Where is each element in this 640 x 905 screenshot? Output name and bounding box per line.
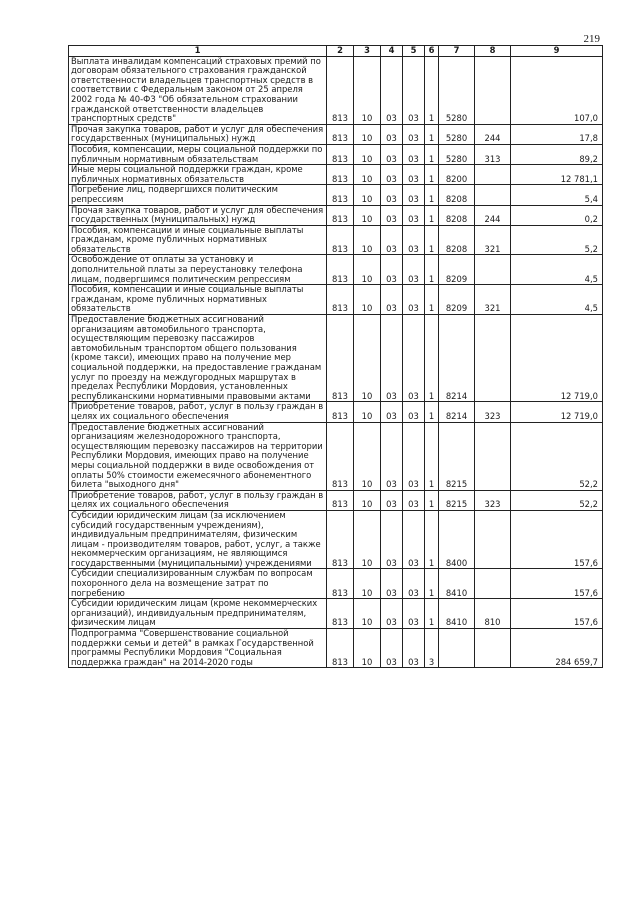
section-code-cell: 10 <box>354 402 381 422</box>
ministry-code-cell: 813 <box>327 422 354 490</box>
item-name-cell: Пособия, компенсации и иные социальные выплаты гражданам, кроме публичных нормативных обязательств <box>69 285 327 315</box>
subsection-code-cell: 03 <box>381 569 403 599</box>
program-code-cell: 03 <box>403 185 425 205</box>
column-header: 4 <box>381 46 403 57</box>
subprogram-code-cell: 1 <box>425 185 439 205</box>
program-code-cell: 03 <box>403 205 425 225</box>
section-code-cell: 10 <box>354 510 381 569</box>
table-row <box>69 185 603 205</box>
subsection-code-cell: 03 <box>381 225 403 255</box>
amount-cell: 89,2 <box>511 144 603 164</box>
table-row <box>69 225 603 255</box>
subsection-code-cell: 03 <box>381 510 403 569</box>
program-code-cell: 03 <box>403 629 425 668</box>
subprogram-code-cell: 1 <box>425 255 439 285</box>
amount-cell: 12 781,1 <box>511 165 603 185</box>
target-article-code-cell <box>439 629 475 668</box>
ministry-code-cell: 813 <box>327 225 354 255</box>
column-header: 2 <box>327 46 354 57</box>
target-article-code-cell: 5280 <box>439 124 475 144</box>
subprogram-code-cell: 1 <box>425 285 439 315</box>
item-name-cell: Погребение лиц, подвергшихся политическим репрессиям <box>69 185 327 205</box>
subsection-code-cell: 03 <box>381 255 403 285</box>
target-article-code-cell: 8214 <box>439 315 475 402</box>
program-code-cell: 03 <box>403 56 425 124</box>
page-number: 219 <box>583 33 600 45</box>
expense-type-code-cell <box>475 629 511 668</box>
table-row <box>69 285 603 315</box>
subprogram-code-cell: 1 <box>425 144 439 164</box>
column-header: 7 <box>439 46 475 57</box>
program-code-cell: 03 <box>403 422 425 490</box>
program-code-cell: 03 <box>403 315 425 402</box>
target-article-code-cell: 8410 <box>439 569 475 599</box>
subprogram-code-cell: 1 <box>425 569 439 599</box>
expense-type-code-cell <box>475 422 511 490</box>
ministry-code-cell: 813 <box>327 402 354 422</box>
section-code-cell: 10 <box>354 185 381 205</box>
ministry-code-cell: 813 <box>327 629 354 668</box>
expense-type-code-cell <box>475 185 511 205</box>
expense-type-code-cell <box>475 56 511 124</box>
program-code-cell: 03 <box>403 490 425 510</box>
ministry-code-cell: 813 <box>327 165 354 185</box>
table-row <box>69 205 603 225</box>
table-row <box>69 144 603 164</box>
section-code-cell: 10 <box>354 144 381 164</box>
target-article-code-cell: 8209 <box>439 285 475 315</box>
expense-type-code-cell: 323 <box>475 490 511 510</box>
ministry-code-cell: 813 <box>327 56 354 124</box>
section-code-cell: 10 <box>354 599 381 629</box>
program-code-cell: 03 <box>403 225 425 255</box>
ministry-code-cell: 813 <box>327 315 354 402</box>
target-article-code-cell: 5280 <box>439 144 475 164</box>
column-header: 6 <box>425 46 439 57</box>
ministry-code-cell: 813 <box>327 205 354 225</box>
table-row <box>69 124 603 144</box>
target-article-code-cell: 8208 <box>439 205 475 225</box>
table-row <box>69 510 603 569</box>
item-name-cell: Прочая закупка товаров, работ и услуг для обеспечения государственных (муниципальных) нужд <box>69 205 327 225</box>
program-code-cell: 03 <box>403 510 425 569</box>
item-name-cell: Пособия, компенсации и иные социальные выплаты гражданам, кроме публичных нормативных обязательств <box>69 225 327 255</box>
subprogram-code-cell: 1 <box>425 56 439 124</box>
subprogram-code-cell: 1 <box>425 165 439 185</box>
target-article-code-cell: 5280 <box>439 56 475 124</box>
ministry-code-cell: 813 <box>327 124 354 144</box>
target-article-code-cell: 8214 <box>439 402 475 422</box>
amount-cell: 0,2 <box>511 205 603 225</box>
subsection-code-cell: 03 <box>381 402 403 422</box>
expense-type-code-cell: 321 <box>475 225 511 255</box>
subsection-code-cell: 03 <box>381 315 403 402</box>
subsection-code-cell: 03 <box>381 422 403 490</box>
program-code-cell: 03 <box>403 599 425 629</box>
subprogram-code-cell: 1 <box>425 510 439 569</box>
subsection-code-cell: 03 <box>381 165 403 185</box>
item-name-cell: Предоставление бюджетных ассигнований организациям железнодорожного транспорта, осуществляющим перевозку пассажиров на территории Республики Мордовия, имеющих право на получение меры социальной поддержки в виде освобождения от оплаты 50% стоимости ежемесячного абонементного билета "выходного дня" <box>69 422 327 490</box>
target-article-code-cell: 8215 <box>439 422 475 490</box>
ministry-code-cell: 813 <box>327 490 354 510</box>
expense-type-code-cell: 321 <box>475 285 511 315</box>
amount-cell: 17,8 <box>511 124 603 144</box>
ministry-code-cell: 813 <box>327 285 354 315</box>
subprogram-code-cell: 1 <box>425 422 439 490</box>
amount-cell: 4,5 <box>511 285 603 315</box>
item-name-cell: Иные меры социальной поддержки граждан, кроме публичных нормативных обязательств <box>69 165 327 185</box>
section-code-cell: 10 <box>354 569 381 599</box>
item-name-cell: Пособия, компенсации, меры социальной поддержки по публичным нормативным обязательствам <box>69 144 327 164</box>
subprogram-code-cell: 3 <box>425 629 439 668</box>
table-row <box>69 490 603 510</box>
section-code-cell: 10 <box>354 315 381 402</box>
target-article-code-cell: 8208 <box>439 225 475 255</box>
amount-cell: 157,6 <box>511 569 603 599</box>
amount-cell: 5,4 <box>511 185 603 205</box>
amount-cell: 12 719,0 <box>511 315 603 402</box>
subprogram-code-cell: 1 <box>425 225 439 255</box>
section-code-cell: 10 <box>354 225 381 255</box>
target-article-code-cell: 8400 <box>439 510 475 569</box>
section-code-cell: 10 <box>354 422 381 490</box>
section-code-cell: 10 <box>354 56 381 124</box>
ministry-code-cell: 813 <box>327 510 354 569</box>
program-code-cell: 03 <box>403 285 425 315</box>
item-name-cell: Субсидии специализированным службам по вопросам похоронного дела на возмещение затрат по погребению <box>69 569 327 599</box>
table-body <box>69 56 603 668</box>
target-article-code-cell: 8208 <box>439 185 475 205</box>
section-code-cell: 10 <box>354 255 381 285</box>
table-row <box>69 315 603 402</box>
amount-cell: 157,6 <box>511 510 603 569</box>
ministry-code-cell: 813 <box>327 599 354 629</box>
subsection-code-cell: 03 <box>381 205 403 225</box>
subprogram-code-cell: 1 <box>425 205 439 225</box>
subprogram-code-cell: 1 <box>425 599 439 629</box>
budget-table <box>68 45 603 668</box>
target-article-code-cell: 8215 <box>439 490 475 510</box>
ministry-code-cell: 813 <box>327 185 354 205</box>
table-row <box>69 56 603 124</box>
column-header: 8 <box>475 46 511 57</box>
subsection-code-cell: 03 <box>381 56 403 124</box>
expense-type-code-cell <box>475 255 511 285</box>
table-header-row <box>69 46 603 57</box>
amount-cell: 52,2 <box>511 490 603 510</box>
program-code-cell: 03 <box>403 255 425 285</box>
expense-type-code-cell: 810 <box>475 599 511 629</box>
expense-type-code-cell <box>475 510 511 569</box>
expense-type-code-cell: 313 <box>475 144 511 164</box>
expense-type-code-cell <box>475 165 511 185</box>
item-name-cell: Приобретение товаров, работ, услуг в пользу граждан в целях их социального обеспечения <box>69 490 327 510</box>
table-row <box>69 599 603 629</box>
program-code-cell: 03 <box>403 144 425 164</box>
table-row <box>69 255 603 285</box>
column-header: 9 <box>511 46 603 57</box>
amount-cell: 12 719,0 <box>511 402 603 422</box>
section-code-cell: 10 <box>354 285 381 315</box>
item-name-cell: Субсидии юридическим лицам (за исключением субсидий государственным учреждениям), индивидуальным предпринимателям, физическим лицам - производителям товаров, работ, услуг, а также некоммерческим организациям, не являющимся государственными (муниципальными) учреждениями <box>69 510 327 569</box>
item-name-cell: Прочая закупка товаров, работ и услуг для обеспечения государственных (муниципальных) нужд <box>69 124 327 144</box>
section-code-cell: 10 <box>354 124 381 144</box>
amount-cell: 52,2 <box>511 422 603 490</box>
ministry-code-cell: 813 <box>327 255 354 285</box>
item-name-cell: Освобождение от оплаты за установку и дополнительной платы за переустановку телефона лицам, подвергшимся политическим репрессиям <box>69 255 327 285</box>
item-name-cell: Субсидии юридическим лицам (кроме некоммерческих организаций), индивидуальным предпринимателям, физическим лицам <box>69 599 327 629</box>
target-article-code-cell: 8209 <box>439 255 475 285</box>
expense-type-code-cell: 323 <box>475 402 511 422</box>
target-article-code-cell: 8410 <box>439 599 475 629</box>
item-name-cell: Предоставление бюджетных ассигнований организациям автомобильного транспорта, осуществляющим перевозку пассажиров автомобильным транспортом общего пользования (кроме такси), имеющих право на получение мер социальной поддержки, на предоставление гражданам услуг по проезду на междугородных маршрутах в пределах Республики Мордовия, установленных республиканскими нормативными правовыми актами <box>69 315 327 402</box>
expense-type-code-cell <box>475 569 511 599</box>
ministry-code-cell: 813 <box>327 144 354 164</box>
amount-cell: 284 659,7 <box>511 629 603 668</box>
subprogram-code-cell: 1 <box>425 490 439 510</box>
subprogram-code-cell: 1 <box>425 315 439 402</box>
program-code-cell: 03 <box>403 165 425 185</box>
subsection-code-cell: 03 <box>381 185 403 205</box>
table-row <box>69 569 603 599</box>
program-code-cell: 03 <box>403 402 425 422</box>
expense-type-code-cell: 244 <box>475 205 511 225</box>
amount-cell: 107,0 <box>511 56 603 124</box>
column-header: 5 <box>403 46 425 57</box>
subsection-code-cell: 03 <box>381 124 403 144</box>
subsection-code-cell: 03 <box>381 285 403 315</box>
amount-cell: 5,2 <box>511 225 603 255</box>
subsection-code-cell: 03 <box>381 629 403 668</box>
expense-type-code-cell: 244 <box>475 124 511 144</box>
column-header: 1 <box>69 46 327 57</box>
amount-cell: 4,5 <box>511 255 603 285</box>
section-code-cell: 10 <box>354 165 381 185</box>
table-row <box>69 422 603 490</box>
table-row <box>69 402 603 422</box>
column-header: 3 <box>354 46 381 57</box>
subprogram-code-cell: 1 <box>425 402 439 422</box>
section-code-cell: 10 <box>354 629 381 668</box>
subsection-code-cell: 03 <box>381 599 403 629</box>
subsection-code-cell: 03 <box>381 490 403 510</box>
item-name-cell: Выплата инвалидам компенсаций страховых премий по договорам обязательного страхования гражданской ответственности владельцев транспортных средств в соответствии с Федеральным законом от 25 апреля 2002 года № 40-ФЗ "Об обязательном страховании гражданской ответственности владельцев транспортных средств" <box>69 56 327 124</box>
expense-type-code-cell <box>475 315 511 402</box>
section-code-cell: 10 <box>354 490 381 510</box>
subsection-code-cell: 03 <box>381 144 403 164</box>
program-code-cell: 03 <box>403 569 425 599</box>
subprogram-code-cell: 1 <box>425 124 439 144</box>
target-article-code-cell: 8200 <box>439 165 475 185</box>
item-name-cell: Подпрограмма "Совершенствование социальной поддержки семьи и детей" в рамках Государственной программы Республики Мордовия "Социальная поддержка граждан" на 2014-2020 годы <box>69 629 327 668</box>
item-name-cell: Приобретение товаров, работ, услуг в пользу граждан в целях их социального обеспечения <box>69 402 327 422</box>
section-code-cell: 10 <box>354 205 381 225</box>
amount-cell: 157,6 <box>511 599 603 629</box>
program-code-cell: 03 <box>403 124 425 144</box>
ministry-code-cell: 813 <box>327 569 354 599</box>
table-row <box>69 629 603 668</box>
table-row <box>69 165 603 185</box>
